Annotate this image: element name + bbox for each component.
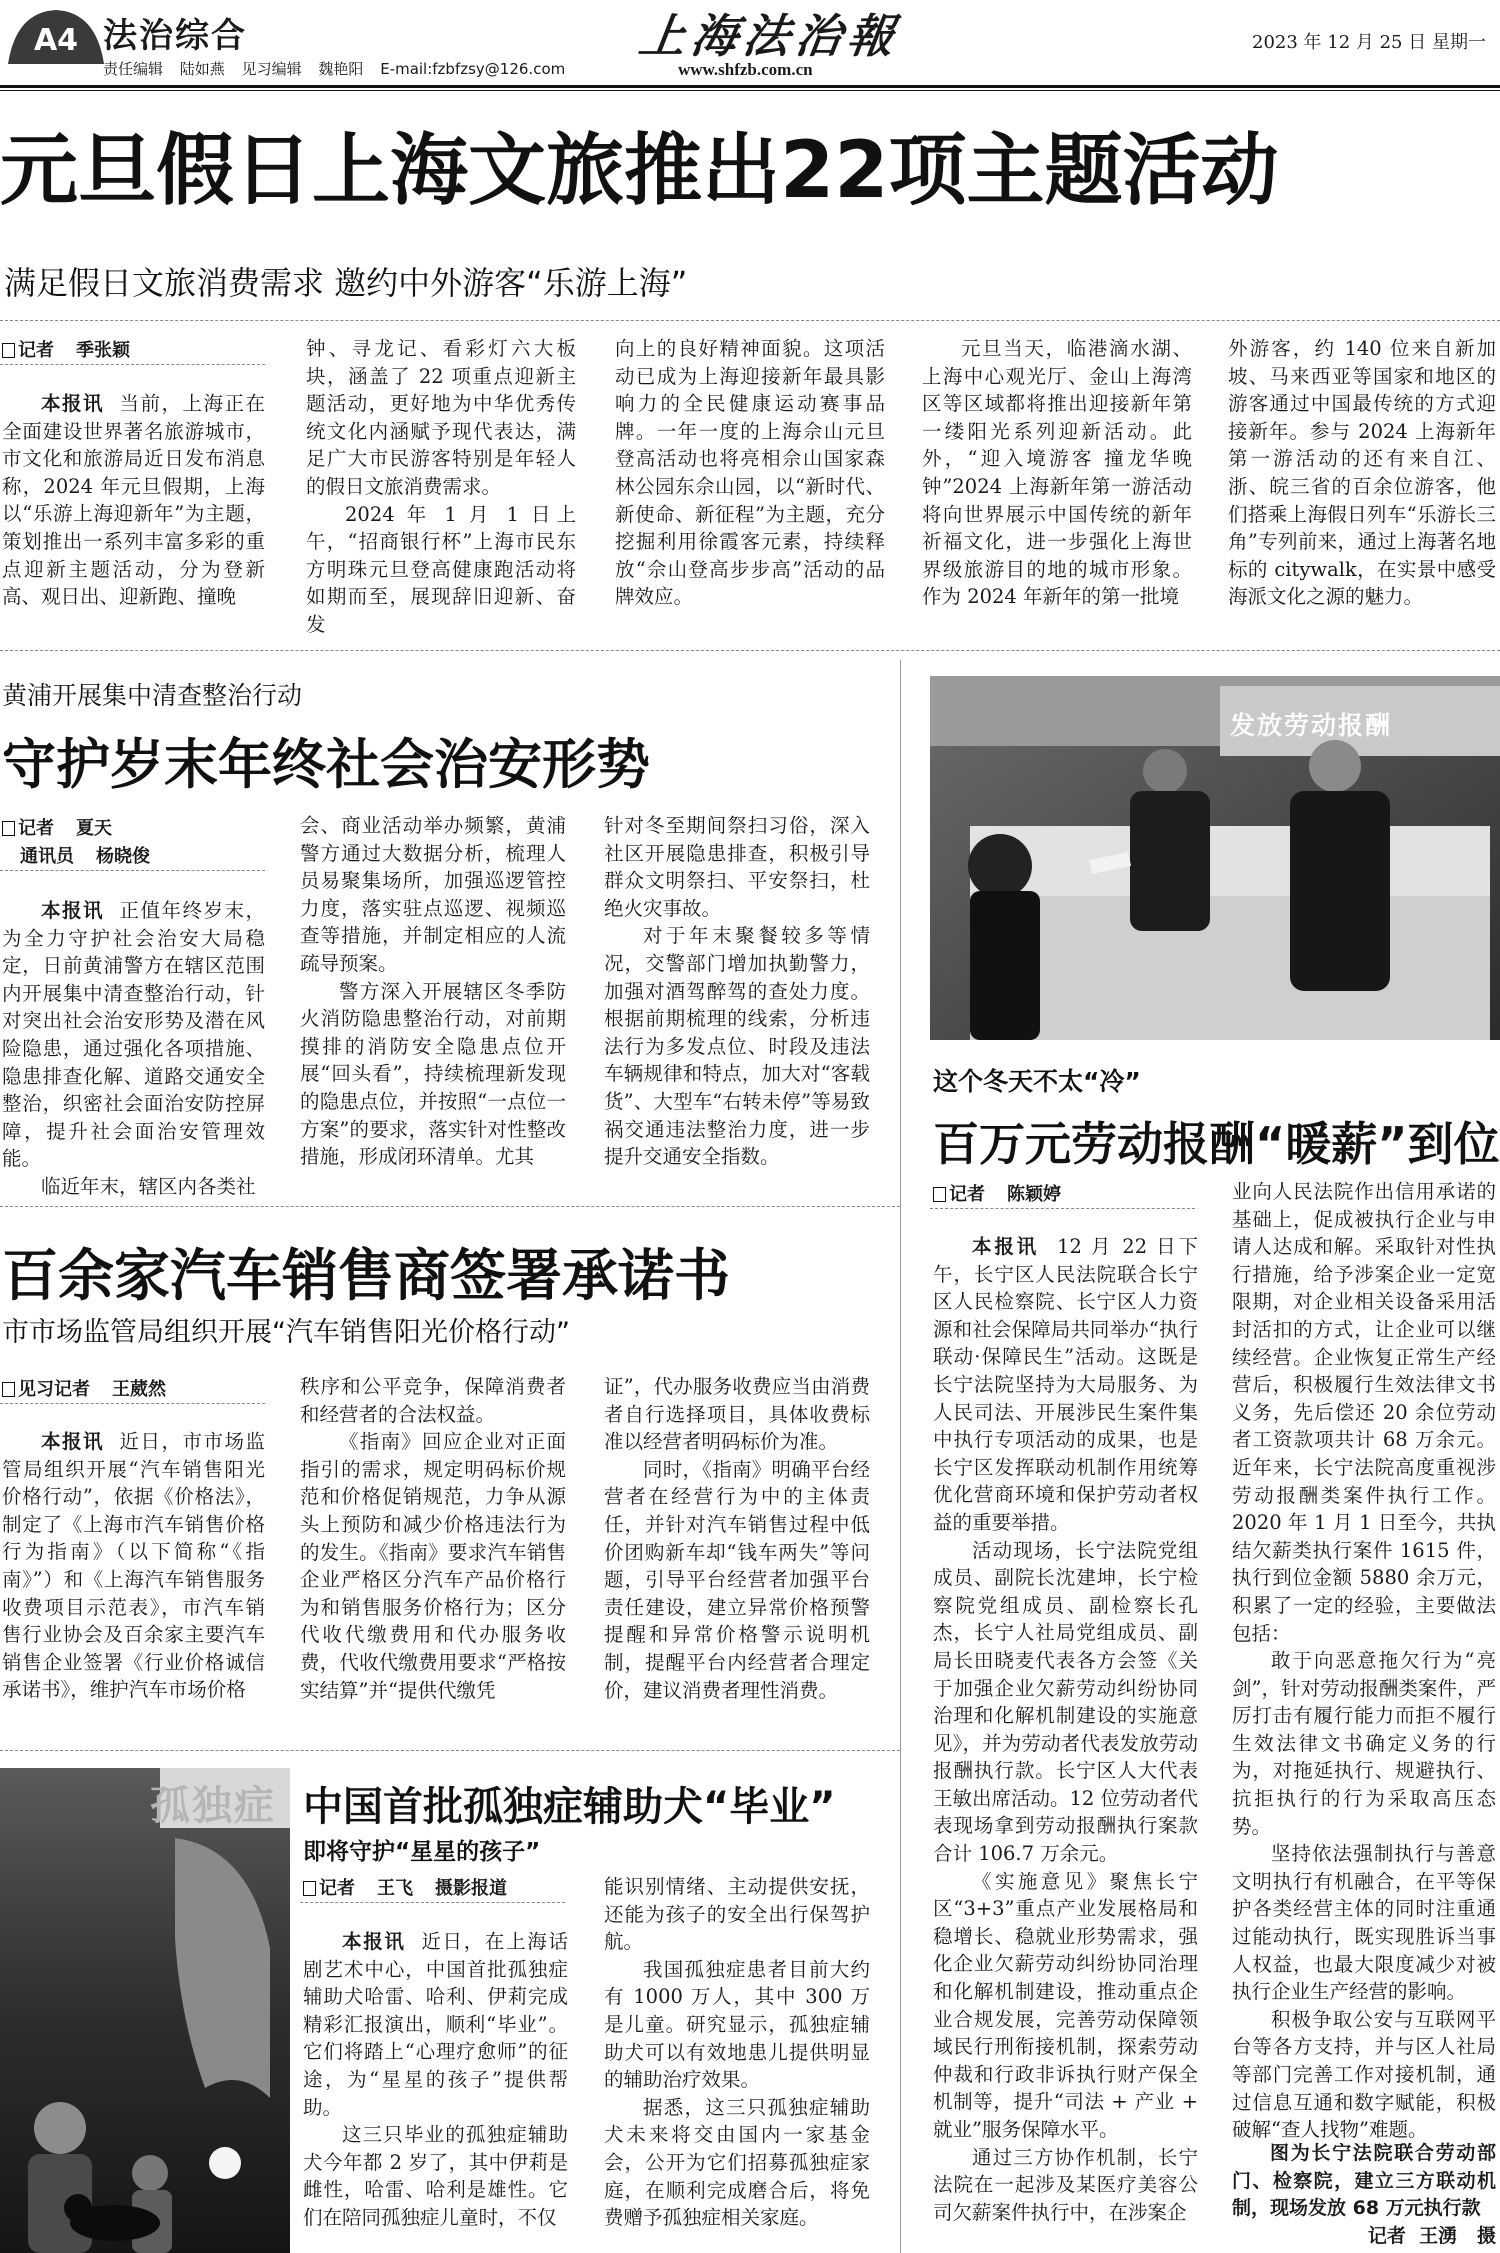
divider — [0, 320, 1500, 321]
dog-subhead: 即将守护“星星的孩子” — [303, 1839, 541, 1865]
dog-column-2: 能识别情绪、主动提供安抚，还能为孩子的安全出行保驾护航。 我国孤独症患者目前大约有 1000 万人，其中 300 万是儿童。研究显示，孤独症辅助犬可以有效地患儿提供明显的辅助治疗效果。 据悉，这三只孤独症辅助犬未来将交由国内一家基金会，公开为它们招募孤独症家庭，在顺利完成磨合后，将免费赠予孤独症相关家庭。 — [604, 1875, 870, 2230]
editor-role-1: 责任编辑 — [103, 60, 164, 78]
divider — [0, 650, 1500, 651]
editor-role-2: 见习编辑 — [241, 60, 302, 78]
wage-kicker: 这个冬天不太“冷” — [933, 1067, 1141, 1096]
divider — [300, 1902, 565, 1903]
lead-column-2: 钟、寻龙记、看彩灯六大板块，涵盖了 22 项重点迎新主题活动，更好地为中华优秀传统文化内涵赋予现代表达，满足广大市民游客特别是年轻人的假日文旅消费需求。 2024 年 1 月 1 日上午，“招商银行杯”上海市民东方明珠元旦登高健康跑活动将如期而至，展现辞旧迎新、奋发 — [306, 337, 576, 636]
divider — [0, 1750, 900, 1751]
wage-headline: 百万元劳动报酬“暖薪”到位 — [933, 1117, 1500, 1171]
editor-credits — [103, 58, 577, 79]
assistance-dog-photo — [0, 1768, 290, 2253]
dog-byline: 记者 王飞 摄影报道 — [303, 1874, 507, 1900]
divider — [0, 1403, 265, 1404]
wage-column-2: 业向人民法院作出信用承诺的基础上，促成被执行企业与申请人达成和解。采取针对性执行措施，给予涉案企业一定宽限期，对企业相关设备采用活封活扣的方式，让企业可以继续经营。企业恢复正常生产经营后，积极履行生效法律文书义务，先后偿还 20 余位劳动者工资款项共计 68 万余元。近年来，长宁法院高度重视涉劳动报酬类案件执行工作。2020 年 1 月 1 日至今，共执结欠薪类执行案件 1615 件，执行到位金额 5880 余万元，积累了一定的经验，主要做法包括： 敢于向恶意拖欠行为“亮剑”，针对劳动报酬类案件，严厉打击有履行能力而拒不履行生效法律文书确定义务的行为，对拖延执行、规避执行、抗拒执行的行为采取高压态势。 坚持依法强制执行与善意文明执行有机融合，在平等保护各类经营主体的同时注重通过能动执行，既实现胜诉当事人权益，也最大限度减少对被执行企业生产经营的影响。 积极争取公安与互联网平台等各方支持，并与区人社局等部门完善工作对接机制，通过信息互通和数字赋能，积极破解“查人找物”难题。 — [1232, 1180, 1496, 2142]
lead-byline: 记者 季张颖 — [2, 336, 130, 362]
column-separator — [900, 660, 901, 2253]
page-number-badge — [6, 6, 106, 66]
auto-column-1: 本报讯 近日，市市场监管局组织开展“汽车销售阳光价格行动”，依据《价格法》，制定了《上海市汽车销售价格行为指南》（以下简称“《指南》”）和《上海汽车销售服务收费项目示范表》，市汽车销售行业协会及百余家主要汽车销售企业签署《行业价格诚信承诺书》，维护汽车市场价格 — [2, 1430, 265, 1702]
wage-byline: 记者 陈颖婷 — [933, 1180, 1061, 1206]
editor-name-1: 陆如燕 — [179, 60, 225, 78]
photo-banner-text: 发放劳动报酬 — [1230, 711, 1393, 740]
page-number: A4 — [33, 23, 79, 58]
lead-column-1: 本报讯 当前，上海正在全面建设世界著名旅游城市，市文化和旅游局近日发布消息称，2024 年元旦假期，上海以“乐游上海迎新年”为主题，策划推出一系列丰富多彩的重点迎新主题活动，分为登新高、观日出、迎新跑、撞晚 — [2, 392, 265, 609]
wage-column-1: 本报讯 12 月 22 日下午，长宁区人民法院联合长宁区人民检察院、长宁区人力资源和社会保障局共同举办“执行联动·保障民生”活动。这既是长宁法院坚持为大局服务、为人民司法、开展涉民生案件集中执行专项活动的成果，也是长宁区发挥联动机制作用统筹优化营商环境和保护劳动者权益的重要举措。 活动现场，长宁法院党组成员、副院长沈建坤，长宁检察院党组成员、副检察长孔杰，长宁人社局党组成员、副局长田晓麦代表各方会签《关于加强企业欠薪劳动纠纷协同治理和化解机制建设的实施意见》，并为劳动者代表发放劳动报酬执行款。长宁区人大代表王敏出席活动。12 位劳动者代表现场拿到劳动报酬执行案款合计 106.7 万余元。 《实施意见》聚焦长宁区“3+3”重点产业发展格局和稳增长、稳就业形势需求，强化企业欠薪劳动纠纷协同治理和化解机制建设，推动重点企业合规发展，完善劳动保障领域民行刑衔接机制，探索劳动仲裁和行政非诉执行财产保全机制等，提升“司法 + 产业 + 就业”服务保障水平。 通过三方协作机制，长宁法院在一起涉及某医疗美容公司欠薪案件执行中，在涉案企 — [933, 1235, 1199, 2224]
lead-column-4: 元旦当天，临港滴水湖、上海中心观光厅、金山上海湾区等区域都将推出迎接新年第一缕阳光系列迎新活动。此外，“迎入境游客 撞龙华晚钟”2024 上海新年第一游活动将向世界展示中国传统的新年祈福文化，进一步强化上海世界级旅游目的地的城市形象。作为 2024 年新年的第一批境 — [922, 337, 1192, 609]
masthead-rule — [0, 85, 1500, 88]
editor-name-2: 魏艳阳 — [318, 60, 364, 78]
divider — [0, 870, 265, 871]
divider — [0, 364, 265, 365]
lead-column-3: 向上的良好精神面貌。这项活动已成为上海迎接新年最具影响力的全民健康运动赛事品牌。一年一度的上海佘山元旦登高活动也将亮相佘山国家森林公园东佘山园，以“新时代、新使命、新征程”为主题，充分挖掘利用徐霞客元素，持续释放“佘山登高步步高”活动的品牌效应。 — [615, 337, 885, 609]
masthead-rule-thin — [0, 90, 1500, 91]
dog-headline: 中国首批孤独症辅助犬“毕业” — [303, 1784, 836, 1830]
huangpu-column-2: 会、商业活动举办频繁，黄浦警方通过大数据分析，梳理人员易聚集场所，加强巡逻管控力度，落实驻点巡逻、视频巡查等措施，并制定相应的人流疏导预案。 警方深入开展辖区冬季防火消防隐患整治行动，对前期摸排的消防安全隐患点位开展“回头看”，持续梳理新发现的隐患点位，并按照“一点位一方案”的要求，落实针对性整改措施，形成闭环清单。尤其 — [300, 814, 566, 1169]
photo-caption: 图为长宁法院联合劳动部门、检察院，建立三方联动机制，现场发放 68 万元执行款 记者 王湧 摄 — [1232, 2142, 1496, 2247]
auto-headline: 百余家汽车销售商签署承诺书 — [2, 1244, 730, 1309]
photo-art — [0, 1768, 290, 2253]
auto-byline: 见习记者 王葳然 — [2, 1375, 166, 1401]
lead-headline: 元旦假日上海文旅推出22项主题活动 — [0, 126, 1279, 216]
lead-subhead: 满足假日文旅消费需求 邀约中外游客“乐游上海” — [4, 264, 688, 302]
lead-column-5: 外游客，约 140 位来自新加坡、马来西亚等国家和地区的游客通过中国最传统的方式迎接新年。参与 2024 上海新年第一游活动的还有来自江、浙、皖三省的百余位游客，他们搭乘上海假日列车“乐游长三角”专列前来，通过上海著名地标的 citywalk，在实景中感受海派文化之源的魅力。 — [1228, 337, 1496, 609]
dog-column-1: 本报讯 近日，在上海话剧艺术中心，中国首批孤独症辅助犬哈雷、哈利、伊莉完成精彩汇报演出，顺利“毕业”。它们将踏上“心理疗愈师”的征途，为“星星的孩子”提供帮助。 这三只毕业的孤独症辅助犬今年都 2 岁了，其中伊莉是雌性，哈雷、哈利是雄性。它们在陪同孤独症儿童时，不仅 — [303, 1930, 568, 2229]
newspaper-logo: 上海法治報 — [635, 9, 904, 63]
newspaper-url: www.shfzb.com.cn — [678, 60, 813, 79]
huangpu-kicker: 黄浦开展集中清查整治行动 — [2, 681, 303, 710]
huangpu-column-1: 本报讯 正值年终岁末，为全力守护社会治安大局稳定，日前黄浦警方在辖区范围内开展集中清查整治行动，针对突出社会治安形势及潜在风险隐患，通过强化各项措施、隐患排查化解、道路交通安全整治，织密社会面治安防控屏障，提升社会面治安管理效能。 临近年末，辖区内各类社 — [2, 899, 265, 1198]
auto-column-3: 证”，代办服务收费应当由消费者自行选择项目，具体收费标准以经营者明码标价为准。 同时，《指南》明确平台经营者在经营行为中的主体责任，并针对汽车销售过程中低价团购新车却“钱车两失”等问题，引导平台经营者加强平台责任建设，建立异常价格预警提醒和异常价格警示说明机制，提醒平台内经营者合理定价，建议消费者理性消费。 — [604, 1375, 870, 1702]
photo-stage-sign: 孤独症 — [150, 1783, 276, 1829]
issue-date: 2023 年 12 月 25 日 星期一 — [1252, 32, 1486, 53]
wage-event-photo — [930, 676, 1500, 1040]
photo-art — [930, 676, 1500, 1040]
divider — [930, 1208, 1195, 1209]
huangpu-headline: 守护岁末年终社会治安形势 — [2, 733, 650, 796]
auto-subhead: 市市场监管局组织开展“汽车销售阳光价格行动” — [2, 1317, 570, 1348]
editor-email: E-mail:fzbfzsy@126.com — [380, 60, 566, 78]
auto-column-2: 秩序和公平竞争，保障消费者和经营者的合法权益。 《指南》回应企业对正面指引的需求，规定明码标价规范和价格促销规范，力争从源头上预防和减少价格违法行为的发生。《指南》要求汽车销售企业严格区分汽车产品价格行为和销售服务价格行为；区分代收代缴费用和代办服务收费，代收代缴费用要求“严格按实结算”并“提供代缴凭 — [300, 1375, 566, 1702]
section-title: 法治综合 — [103, 16, 247, 56]
divider — [0, 1206, 900, 1207]
huangpu-byline-2: 通讯员 杨晓俊 — [20, 846, 150, 867]
huangpu-column-3: 针对冬至期间祭扫习俗，深入社区开展隐患排查，积极引导群众文明祭扫、平安祭扫，杜绝火灾事故。 对于年末聚餐较多等情况，交警部门增加执勤警力，加强对酒驾醉驾的查处力度。根据前期梳理的线索，分析违法行为多发点位、时段及违法车辆规律和特点，加大对“客载货”、大型车“右转未停”等易致祸交通违法整治力度，进一步提升交通安全指数。 — [604, 814, 870, 1169]
huangpu-byline: 记者 夏天 — [2, 814, 112, 840]
